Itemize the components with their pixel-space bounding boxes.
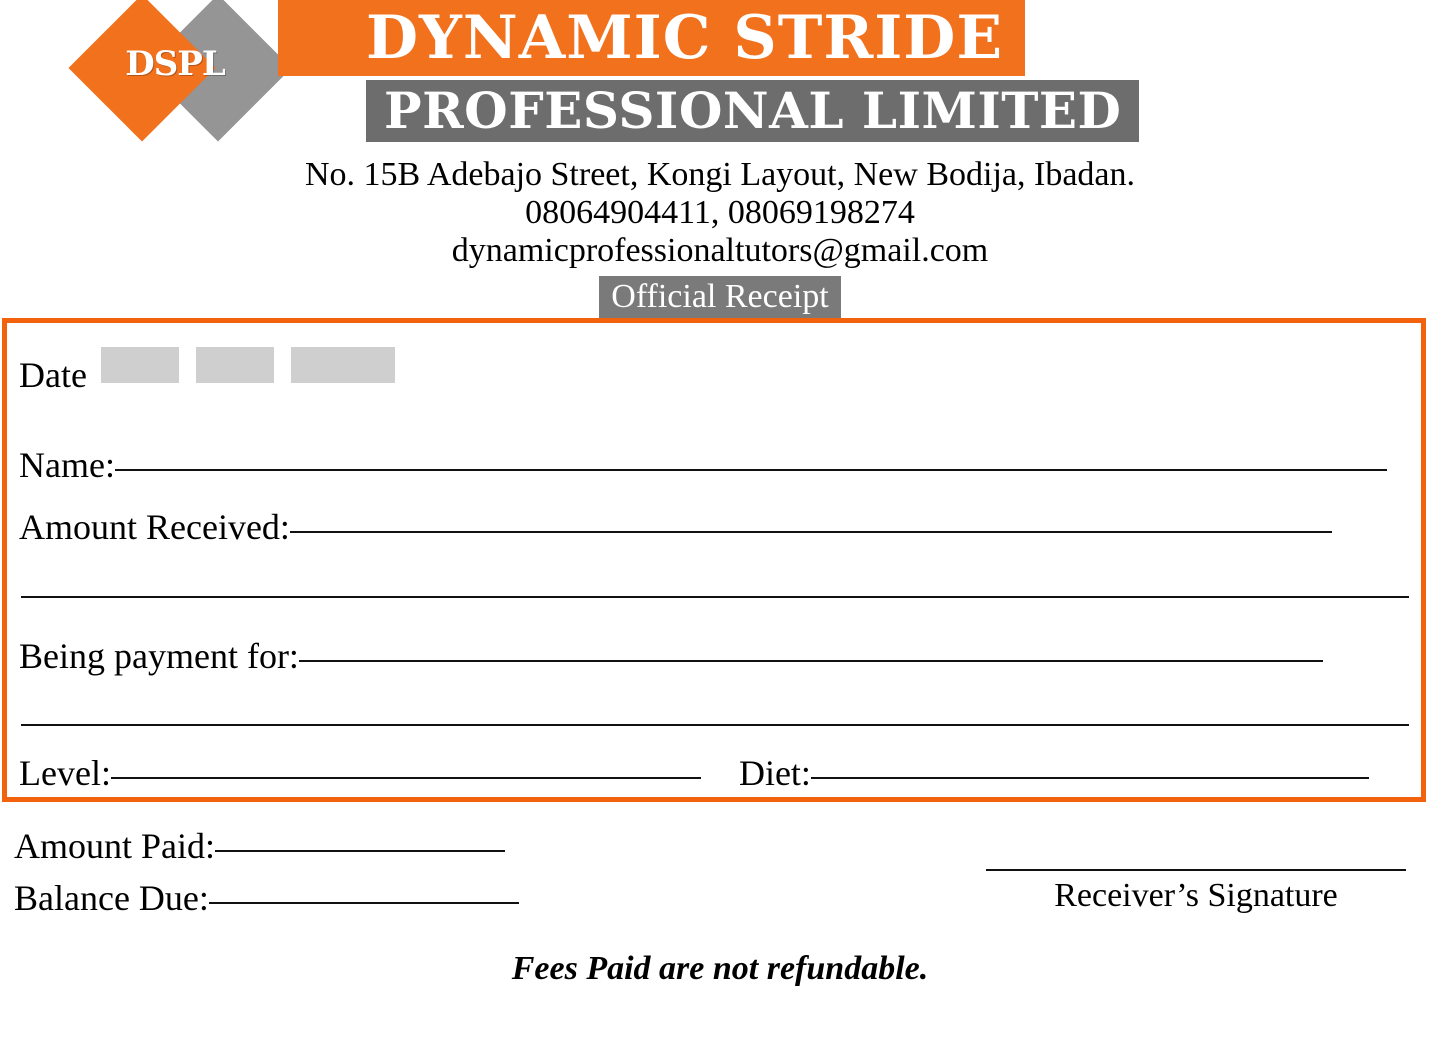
- receipt-main-box: [2, 318, 1426, 802]
- level-diet-row: [19, 753, 1369, 793]
- amount-received-input-line-2[interactable]: [21, 595, 1409, 598]
- letterhead: [0, 0, 1440, 150]
- document-type-wrap: [0, 276, 1440, 318]
- name-input-line[interactable]: [115, 468, 1387, 471]
- name-label: Name:: [19, 445, 115, 485]
- diet-input-line[interactable]: [811, 776, 1369, 779]
- being-payment-for-input-line-2[interactable]: [21, 723, 1409, 726]
- amount-paid-label: Amount Paid:: [14, 826, 216, 866]
- being-payment-for-row: [19, 636, 1323, 676]
- being-payment-for-label: Being payment for:: [19, 636, 299, 676]
- company-logo: [84, 2, 284, 142]
- amount-received-row: [19, 507, 1332, 547]
- level-label: Level:: [19, 753, 111, 793]
- company-email: dynamicprofessionaltutors@gmail.com: [451, 232, 989, 269]
- company-name-block: [278, 0, 1139, 142]
- balance-due-label: Balance Due:: [14, 878, 209, 918]
- amount-received-label: Amount Received:: [19, 507, 290, 547]
- company-contact-block: [0, 156, 1440, 270]
- company-phones: 08064904411, 08069198274: [525, 194, 915, 231]
- balance-due-input-line[interactable]: [209, 901, 519, 904]
- being-payment-for-input-line[interactable]: [299, 659, 1323, 662]
- logo-initials: DSPL: [125, 44, 225, 84]
- signature-block: [986, 868, 1406, 917]
- diet-label: Diet:: [738, 753, 811, 793]
- date-year-field[interactable]: [291, 347, 395, 383]
- date-row: [19, 351, 395, 395]
- date-input-group: [101, 347, 395, 383]
- level-input-line[interactable]: [111, 776, 701, 779]
- name-row: [19, 445, 1387, 485]
- signature-input-line[interactable]: [986, 868, 1406, 871]
- date-month-field[interactable]: [196, 347, 274, 383]
- company-name-line2: PROFESSIONAL LIMITED: [366, 80, 1139, 142]
- company-name-line1: DYNAMIC STRIDE: [278, 0, 1025, 76]
- document-type-badge: Official Receipt: [599, 276, 840, 318]
- amount-paid-input-line[interactable]: [215, 849, 505, 852]
- date-day-field[interactable]: [101, 347, 179, 383]
- amount-received-input-line[interactable]: [290, 530, 1332, 533]
- company-address: No. 15B Adebajo Street, Kongi Layout, New Bodija, Ibadan.: [304, 156, 1135, 193]
- amount-paid-row: [14, 820, 1426, 872]
- footnote: Fees Paid are not refundable.: [511, 950, 929, 987]
- signature-label: Receiver’s Signature: [1054, 877, 1338, 914]
- date-label: Date: [19, 355, 87, 395]
